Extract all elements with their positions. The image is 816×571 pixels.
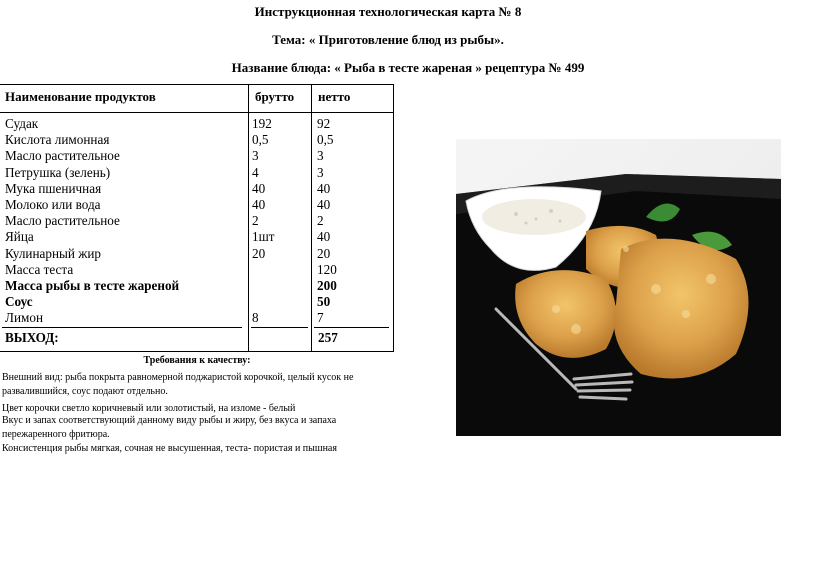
netto-cell: 92 — [317, 116, 331, 131]
fried-fish-photo — [456, 139, 781, 436]
product-name-cell: Масло растительное — [5, 148, 120, 164]
brutto-cell: 40 — [252, 180, 266, 196]
recipe-table — [0, 84, 394, 352]
column-divider — [248, 85, 249, 351]
total-underline — [314, 327, 389, 328]
requirement-line: Консистенция рыбы мягкая, сочная не высушенная, теста- пористая и пышная — [2, 443, 337, 454]
netto-cell: 50 — [317, 294, 331, 310]
netto-cell: 120 — [317, 261, 337, 277]
tartar-sauce — [482, 199, 586, 235]
product-name-cell: Мука пшеничная — [5, 180, 102, 196]
column-netto — [317, 116, 337, 326]
brutto-cell: 2 — [252, 213, 259, 229]
col-header-netto: нетто — [318, 89, 351, 104]
brutto-cell: 40 — [252, 196, 266, 212]
column-name — [5, 116, 179, 326]
output-label: ВЫХОД: — [5, 330, 59, 345]
col-header-name: Наименование продуктов — [5, 89, 156, 104]
requirement-line: пережаренного фритюра. — [2, 429, 110, 440]
total-underline — [2, 327, 242, 328]
requirement-line: Цвет корочки светло коричневый или золотистый, на изломе - белый — [2, 403, 296, 414]
brutto-cell — [252, 278, 275, 294]
brutto-cell — [252, 262, 275, 278]
product-name-cell: Соус — [5, 294, 33, 310]
netto-cell: 20 — [317, 245, 331, 261]
fried-fish-piece — [614, 239, 749, 379]
brutto-cell: 192 — [252, 116, 272, 131]
header-divider — [0, 112, 393, 113]
requirements-title: Требования к качеству: — [143, 355, 251, 366]
netto-cell: 0,5 — [317, 132, 334, 148]
topic-title: Тема: « Приготовление блюд из рыбы». — [272, 32, 504, 47]
col-header-brutto: брутто — [255, 89, 295, 104]
column-brutto — [252, 116, 275, 326]
product-name-cell: Масса рыбы в тесте жареной — [5, 277, 180, 293]
total-underline — [251, 327, 308, 328]
card-title: Инструкционная технологическая карта № 8 — [254, 4, 522, 19]
column-divider — [311, 85, 312, 351]
product-name-cell: Молоко или вода — [5, 196, 101, 212]
product-name-cell: Судак — [5, 116, 39, 131]
product-name-cell: Яйца — [5, 229, 34, 245]
output-value: 257 — [318, 330, 338, 345]
product-name-cell: Лимон — [5, 310, 43, 326]
dish-title: Название блюда: « Рыба в тесте жареная » рецептура № 499 — [231, 60, 585, 75]
product-name-cell: Кислота лимонная — [5, 132, 110, 148]
netto-cell: 3 — [317, 164, 324, 180]
brutto-cell: 3 — [252, 148, 259, 164]
brutto-cell: 8 — [252, 310, 259, 326]
brutto-cell: 1шт — [252, 229, 275, 245]
requirement-line: Внешний вид: рыба покрыта равномерной поджаристой корочкой, целый кусок не — [2, 372, 354, 383]
requirement-line: Вкус и запах соответствующий данному виду рыбы и жиру, без вкуса и запаха — [2, 415, 337, 426]
product-name-cell: Масса теста — [5, 261, 74, 277]
requirement-line: развалившийся, соус подают отдельно. — [2, 386, 168, 397]
netto-cell: 3 — [317, 148, 324, 164]
brutto-cell: 0,5 — [252, 132, 269, 148]
brutto-cell — [252, 294, 275, 310]
product-name-cell: Кулинарный жир — [5, 245, 101, 261]
product-name-cell: Масло растительное — [5, 213, 120, 229]
brutto-cell: 4 — [252, 164, 259, 180]
netto-cell: 40 — [317, 196, 331, 212]
netto-cell: 2 — [317, 213, 324, 229]
netto-cell: 40 — [317, 180, 331, 196]
netto-cell: 40 — [317, 229, 331, 245]
netto-cell: 200 — [317, 277, 337, 293]
netto-cell: 7 — [317, 310, 324, 326]
brutto-cell: 20 — [252, 245, 266, 261]
product-name-cell: Петрушка (зелень) — [5, 164, 111, 180]
